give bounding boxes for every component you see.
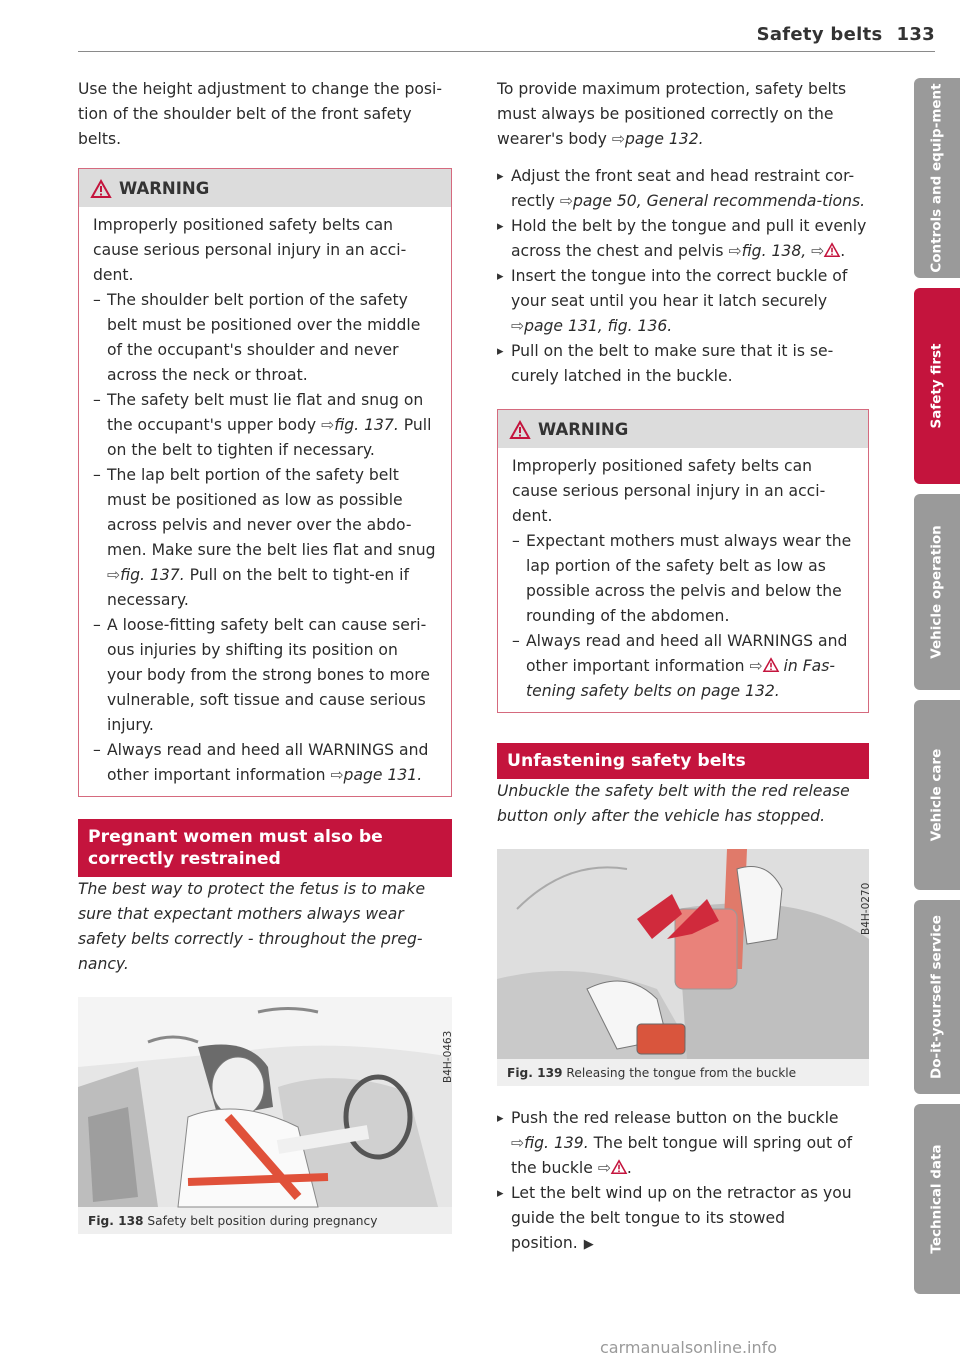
left-warning-box bbox=[78, 168, 452, 797]
fig-138-link[interactable]: ⇨fig. 138, bbox=[728, 242, 807, 260]
left-intro: Use the height adjustment to change the posi-tion of the shoulder belt of the front safety belts. bbox=[78, 80, 442, 148]
section-heading-pregnant: Pregnant women must also be correctly restrained bbox=[78, 819, 452, 877]
left-warning-text: Improperly positioned safety belts can cause serious personal injury in an acci-dent. bbox=[93, 216, 407, 284]
step-item: ▸ Pull on the belt to make sure that it is se-curely latched in the buckle. bbox=[497, 339, 869, 389]
warning-item-text: The lap belt portion of the safety belt must be positioned as low as possible across pelvis and never over the abdo-men. Make sure the belt lies flat and snug bbox=[107, 466, 436, 559]
warning-item bbox=[93, 388, 437, 463]
header-title: Safety belts bbox=[756, 24, 883, 45]
figure-139-illustration bbox=[497, 849, 872, 1059]
figure-139-code: B4H-0270 bbox=[860, 882, 872, 935]
figure-139 bbox=[497, 849, 872, 1086]
step-item: ▸ Hold the belt by the tongue and pull it evenly across the chest and pelvis ⇨fig. 138, ⇨ . bbox=[497, 214, 869, 264]
figure-138-illustration bbox=[78, 997, 452, 1207]
warning-item bbox=[93, 463, 437, 613]
tab-vehicle-operation[interactable]: Vehicle operation bbox=[914, 494, 960, 690]
fig-137-link[interactable]: ⇨fig. 137. bbox=[107, 566, 185, 584]
warning-triangle-icon bbox=[91, 180, 111, 198]
fig-139-link[interactable]: ⇨fig. 139. bbox=[511, 1134, 589, 1152]
section-heading-unfastening: Unfastening safety belts bbox=[497, 743, 869, 779]
right-warning-header bbox=[498, 410, 868, 448]
warning-triangle-icon[interactable] bbox=[611, 1160, 627, 1174]
right-column bbox=[497, 77, 872, 1257]
section-lead-unfastening: Unbuckle the safety belt with the red release button only after the vehicle has stopped. bbox=[497, 782, 850, 825]
warning-item-text: Pull on the belt to tighten if necessary. bbox=[107, 416, 432, 459]
warning-triangle-icon[interactable] bbox=[824, 243, 840, 257]
warning-item-text: Always read and heed all WARNINGS and other important information bbox=[107, 741, 429, 784]
page-number: 133 bbox=[896, 24, 935, 45]
right-warning-text: Improperly positioned safety belts can cause serious personal injury in an acci-dent. bbox=[512, 457, 826, 525]
warning-item: – The shoulder belt portion of the safety belt must be positioned over the middle of the occupant's shoulder and never across the neck or throat. bbox=[93, 288, 437, 388]
left-warning-header bbox=[79, 169, 451, 207]
tab-technical-data[interactable]: Technical data bbox=[914, 1104, 960, 1294]
figure-139-caption: Fig. 139 Releasing the tongue from the buckle bbox=[507, 1066, 797, 1080]
warning-triangle-icon bbox=[510, 421, 530, 439]
fig-137-link[interactable]: ⇨fig. 137. bbox=[321, 416, 399, 434]
page-132-link[interactable]: ⇨page 132. bbox=[611, 130, 704, 148]
right-intro: To provide maximum protection, safety belts must always be positioned correctly on the wearer's body ⇨page 132. bbox=[497, 80, 847, 148]
page-header bbox=[757, 24, 935, 45]
warning-item: – Expectant mothers must always wear the lap portion of the safety belt as low as possible across the pelvis and below the rounding of the abdomen. bbox=[512, 529, 854, 629]
tab-safety-first[interactable]: Safety first bbox=[914, 288, 960, 484]
warning-item bbox=[93, 738, 437, 788]
warning-item: – Always read and heed all WARNINGS and other important information ⇨ in Fas-tening safety belts on page 132. bbox=[512, 629, 854, 704]
tab-vehicle-care[interactable]: Vehicle care bbox=[914, 700, 960, 890]
buckle-release-illustration bbox=[497, 849, 869, 1059]
tab-controls-equipment[interactable]: Controls and equip-ment bbox=[914, 78, 960, 278]
header-rule bbox=[78, 51, 935, 52]
figure-138 bbox=[78, 997, 452, 1234]
pregnant-driver-illustration bbox=[78, 997, 452, 1207]
warning-item-text: The safety belt must lie flat and snug on the occupant's upper body bbox=[107, 391, 424, 434]
tab-do-it-yourself[interactable]: Do-it-yourself service bbox=[914, 900, 960, 1094]
page-131-link[interactable]: ⇨page 131. bbox=[330, 766, 423, 784]
section-lead-pregnant: The best way to protect the fetus is to make sure that expectant mothers always wear safety belts correctly - throughout the preg-nancy. bbox=[78, 880, 426, 973]
warning-item-text: Pull on the belt to tight-en if necessary. bbox=[107, 566, 409, 609]
warning-item: – A loose-fitting safety belt can cause seri-ous injuries by shifting its position on your body from the strong bones to more vulnerable, soft tissue and cause serious injury. bbox=[93, 613, 437, 738]
page-132-link[interactable]: in Fas-tening safety belts on page 132. bbox=[526, 657, 835, 700]
figure-138-caption: Fig. 138 Safety belt position during pregnancy bbox=[88, 1214, 378, 1228]
step-item: ▸ Push the red release button on the buckle ⇨fig. 139. The belt tongue will spring out of the buckle ⇨ . bbox=[497, 1106, 869, 1181]
right-warning-box bbox=[497, 409, 869, 713]
left-warning-title: WARNING bbox=[119, 179, 210, 198]
step-item: ▸ Insert the tongue into the correct buckle of your seat until you hear it latch securely ⇨page 131, fig. 136. bbox=[497, 264, 869, 339]
step-item: ▸ Let the belt wind up on the retractor as you guide the belt tongue to its stowed position. ▶ bbox=[497, 1181, 869, 1257]
warning-triangle-icon[interactable] bbox=[763, 658, 779, 672]
left-column bbox=[78, 77, 452, 1234]
continue-arrow-icon: ▶ bbox=[583, 1237, 594, 1252]
step-item: ▸ Adjust the front seat and head restraint cor-rectly ⇨page 50, General recommenda-tions. bbox=[497, 164, 869, 214]
figure-138-code: B4H-0463 bbox=[442, 1030, 454, 1083]
page-50-link[interactable]: ⇨page 50, General recommenda-tions. bbox=[559, 192, 866, 210]
footer-watermark: carmanualsonline.info bbox=[600, 1338, 778, 1357]
page-131-link[interactable]: ⇨page 131, fig. 136. bbox=[511, 317, 673, 335]
right-warning-title: WARNING bbox=[538, 420, 629, 439]
